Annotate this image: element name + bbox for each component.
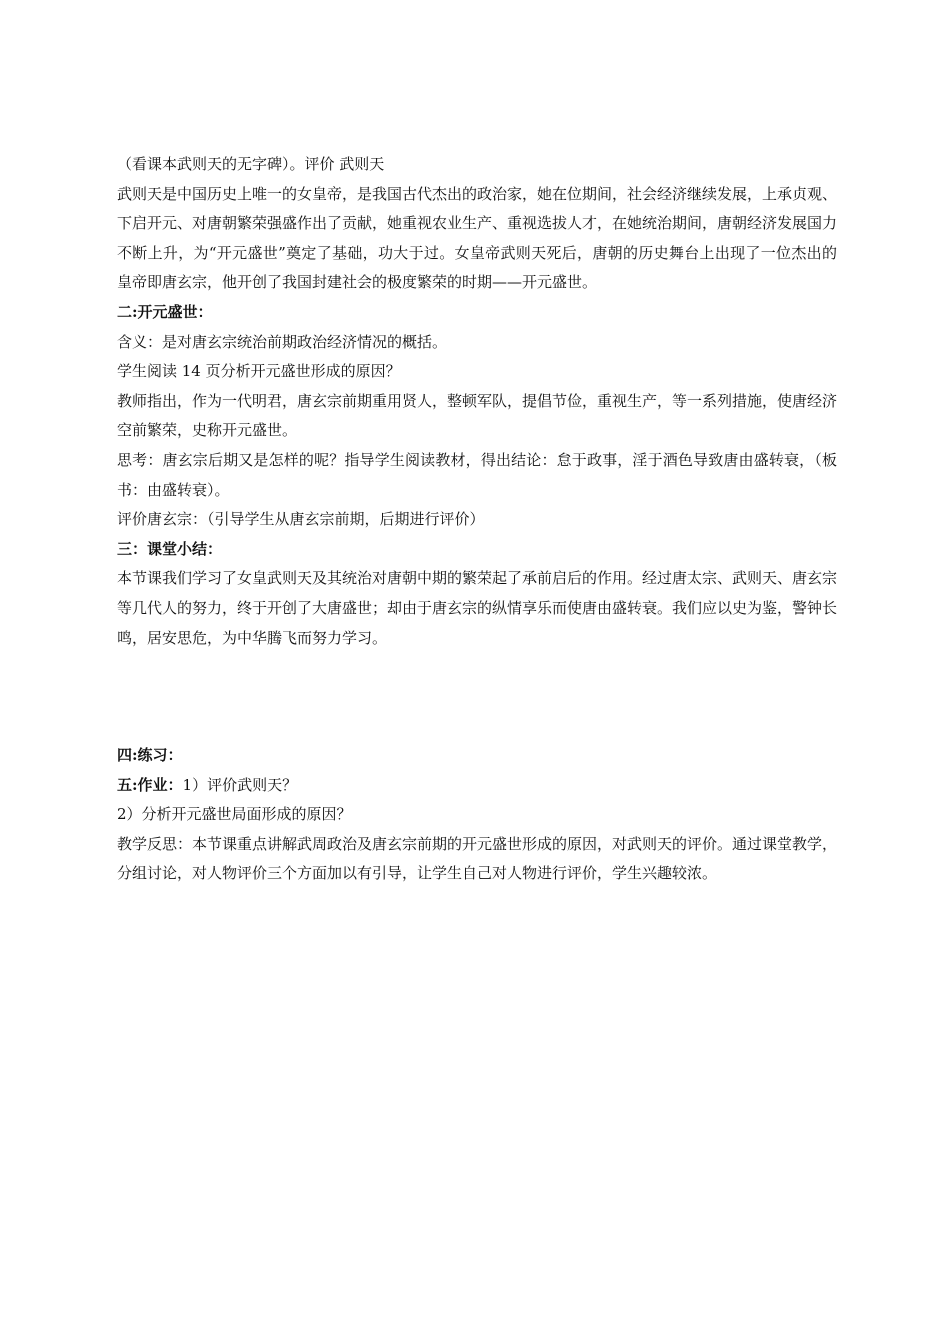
paragraph-wuzetian-tablet: （看课本武则天的无字碑）。评价 武则天 (117, 155, 385, 173)
heading-exercise: 四:练习： (117, 746, 183, 765)
heading-kaiyuan-prosperity: 二:开元盛世： (117, 302, 213, 321)
homework-item-2: 2）分析开元盛世局面形成的原因？ (117, 805, 352, 824)
heading-homework: 五:作业： (117, 775, 183, 794)
homework-item-1: 1）评价武则天？ (182, 775, 298, 794)
paragraph-teaching-reflection: 教学反思：本节课重点讲解武周政治及唐玄宗前期的开元盛世形成的原因，对武则天的评价。通过课堂教学，分组讨论，对人物评价三个方面加以有引导，让学生自己对人物进行评价，学生兴趣较浓。 (117, 834, 838, 883)
paragraph-evaluate-xuanzong: 评价唐玄宗：（引导学生从唐玄宗前期，后期进行评价） (117, 510, 485, 529)
paragraph-thinking: 思考：唐玄宗后期又是怎样的呢？指导学生阅读教材，得出结论：怠于政事，淫于酒色导致唐由盛转衰，（板书：由盛转衰）。 (117, 450, 837, 499)
paragraph-student-reading: 学生阅读 14 页分析开元盛世形成的原因？ (117, 362, 401, 381)
blank-spacer (117, 653, 837, 741)
paragraph-teacher-points: 教师指出，作为一代明君，唐玄宗前期重用贤人，整顿军队，提倡节俭，重视生产，等一系列措施，使唐经济空前繁荣，史称开元盛世。 (117, 391, 838, 440)
paragraph-summary: 本节课我们学习了女皇武则天及其统治对唐朝中期的繁荣起了承前启后的作用。经过唐太宗、武则天、唐玄宗等几代人的努力，终于开创了大唐盛世；却由于唐玄宗的纵情享乐而使唐由盛转衰。我们应以史为鉴，警钟长鸣，居安思危，为中华腾飞而努力学习。 (117, 569, 838, 647)
heading-class-summary: 三：课堂小结： (117, 539, 223, 558)
paragraph-homework (117, 771, 837, 801)
document-body (117, 150, 837, 889)
paragraph-wuzetian-evaluation: 武则天是中国历史上唯一的女皇帝，是我国古代杰出的政治家，她在位期间，社会经济继续发展，上承贞观、下启开元、对唐朝繁荣强盛作出了贡献，她重视农业生产、重视选拔人才，在她统治期间，唐朝经济发展国力不断上升，为“开元盛世”奠定了基础，功大于过。女皇帝武则天死后，唐朝的历史舞台上出现了一位杰出的皇帝即唐玄宗，他开创了我国封建社会的极度繁荣的时期——开元盛世。 (117, 184, 838, 292)
paragraph-kaiyuan-meaning: 含义：是对唐玄宗统治前期政治经济情况的概括。 (117, 332, 448, 351)
